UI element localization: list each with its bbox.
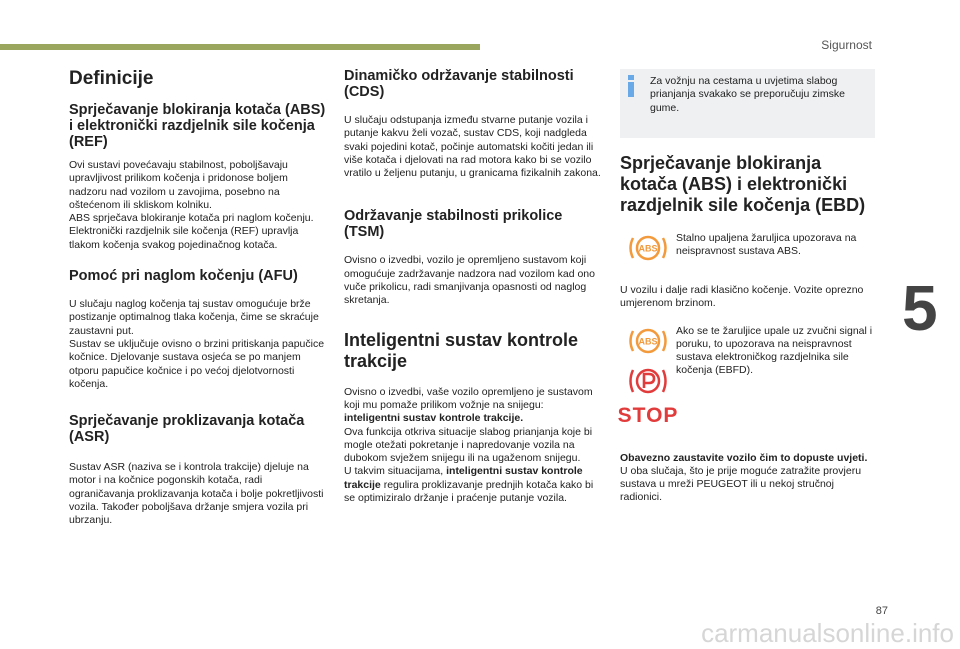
abs-warning-icon-2 bbox=[628, 325, 668, 357]
info-text: Za vožnju na cestama u uvjetima slabog prianjanja svakako se preporučuju zimske gume. bbox=[650, 75, 845, 114]
watermark: carmanualsonline.info bbox=[701, 618, 954, 648]
cds-heading: Dinamičko održavanje stabilnosti (CDS) bbox=[344, 68, 574, 100]
section-title: Sigurnost bbox=[821, 38, 872, 52]
svg-text:ABS: ABS bbox=[638, 336, 658, 347]
abs-ebd-heading: Sprječavanje blokiranja kotača (ABS) i elektronički razdjelnik sile kočenja (EBD) bbox=[620, 153, 866, 215]
normal-braking-text: U vozilu i dalje radi klasično kočenje. Vozite oprezno umjerenom brzinom. bbox=[620, 284, 864, 310]
asr-heading: Sprječavanje proklizavanja kotača (ASR) bbox=[69, 413, 305, 446]
parking-brake-icon bbox=[628, 364, 668, 398]
afu-heading: Pomoć pri naglom kočenju (AFU) bbox=[69, 268, 298, 285]
traction-heading: Inteligentni sustav kontrole trakcije bbox=[344, 329, 579, 371]
ebd-warning-text: Ako se te žaruljice upale uz zvučni signal i poruku, to upozorava na neispravnost sustava elektroničkog razdjelnika sile kočenja (EBFD). bbox=[676, 324, 873, 377]
afu-text: U slučaju naglog kočenja taj sustav omogućuje brže postizanje optimalnog tlaka kočenja, čime se skraćuje zaustavni put. Sustav se uključuje ovisno o brzini pritiskanja papučice kočnice. Djelovanje sustava osjeća se po manjem otporu papučice kočnice i po većoj djelotvornosti kočenja. bbox=[69, 298, 325, 390]
asr-text: Sustav ASR (naziva se i kontrola trakcije) djeluje na motor i na kočnice pogonskih kotača, radi ograničavanja proklizavanja kotača i bolje pokretljivosti vozila. Također poboljšava držanje smjera vozila pri ubrzanju. bbox=[69, 461, 324, 527]
tsm-text: Ovisno o izvedbi, vozilo je opremljeno sustavom koji omogućuje zadržavanje nadzora nad vozilom kad ono vuče prikolicu, radi smanjivanja opasnosti od naglog skretanja. bbox=[344, 254, 595, 307]
abs-warning-text: Stalno upaljena žaruljica upozorava na neispravnost sustava ABS. bbox=[676, 232, 857, 258]
abs-warning-row bbox=[620, 232, 875, 264]
svg-text:ABS: ABS bbox=[638, 243, 658, 254]
chapter-number: 5 bbox=[902, 272, 938, 344]
stop-instructions: Obavezno zaustavite vozilo čim to dopuste uvjeti. U oba slučaja, što je prije moguće zatražite provjeru sustava u mreži PEUGEOT ili u nekoj stručnoj radionici. bbox=[620, 451, 868, 504]
traction-text: Ovisno o izvedbi, vaše vozilo opremljeno je sustavom koji mu pomaže prilikom vožnje na snijegu: inteligentni sustav kontrole trakcije. Ova funkcija otkriva situacije slabog prianjanja koje bi mogle otežati pokretanje i napredovanje vozila na dubokom svježem snijegu ili na ugaženom snijegu. U takvim situacijama, inteligentni sustav kontrole trakcije regulira proklizavanje prednjih kotača kako bi se optimiziralo držanje i praćenje putanje vozila. bbox=[344, 385, 594, 505]
abs-ref-text: Ovi sustavi povećavaju stabilnost, poboljšavaju upravljivost prilikom kočenja i pridonose boljem nadzoru nad vozilom u zavojima, posebno na oštećenom ili skliskom kolniku. ABS sprječava blokiranje kotača pri naglom kočenju. Elektronički razdjelnik sile kočenja (REF) upravlja tlakom kočenja svakog pojedinačnog kotača. bbox=[69, 159, 314, 251]
tsm-heading: Održavanje stabilnosti prikolice (TSM) bbox=[344, 208, 563, 241]
abs-warning-icon bbox=[628, 232, 668, 264]
abs-ref-heading: Sprječavanje blokiranja kotača (ABS) i elektronički razdjelnik sile kočenja (REF) bbox=[69, 102, 326, 150]
info-icon bbox=[625, 75, 637, 97]
column-left bbox=[69, 60, 327, 544]
stop-icon: STOP bbox=[617, 403, 679, 427]
header-bar bbox=[0, 44, 480, 50]
info-note bbox=[620, 69, 875, 138]
ebd-warning-row bbox=[617, 324, 875, 427]
page-number: 87 bbox=[875, 605, 888, 617]
cds-text: U slučaju odstupanja između stvarne putanje vozila i putanje kakvu želi vozač, sustav CDS, koji nadgleda svaki pojedini kotač, počinje automatski kočiti jedan ili više kotača i djelovati na rad motora kako bi se vozilo vratilo u željenu putanju, u granicama fizikalnih zakona. bbox=[344, 114, 601, 180]
column-right bbox=[617, 60, 875, 521]
page-title: Definicije bbox=[69, 68, 154, 89]
column-middle bbox=[344, 60, 602, 521]
